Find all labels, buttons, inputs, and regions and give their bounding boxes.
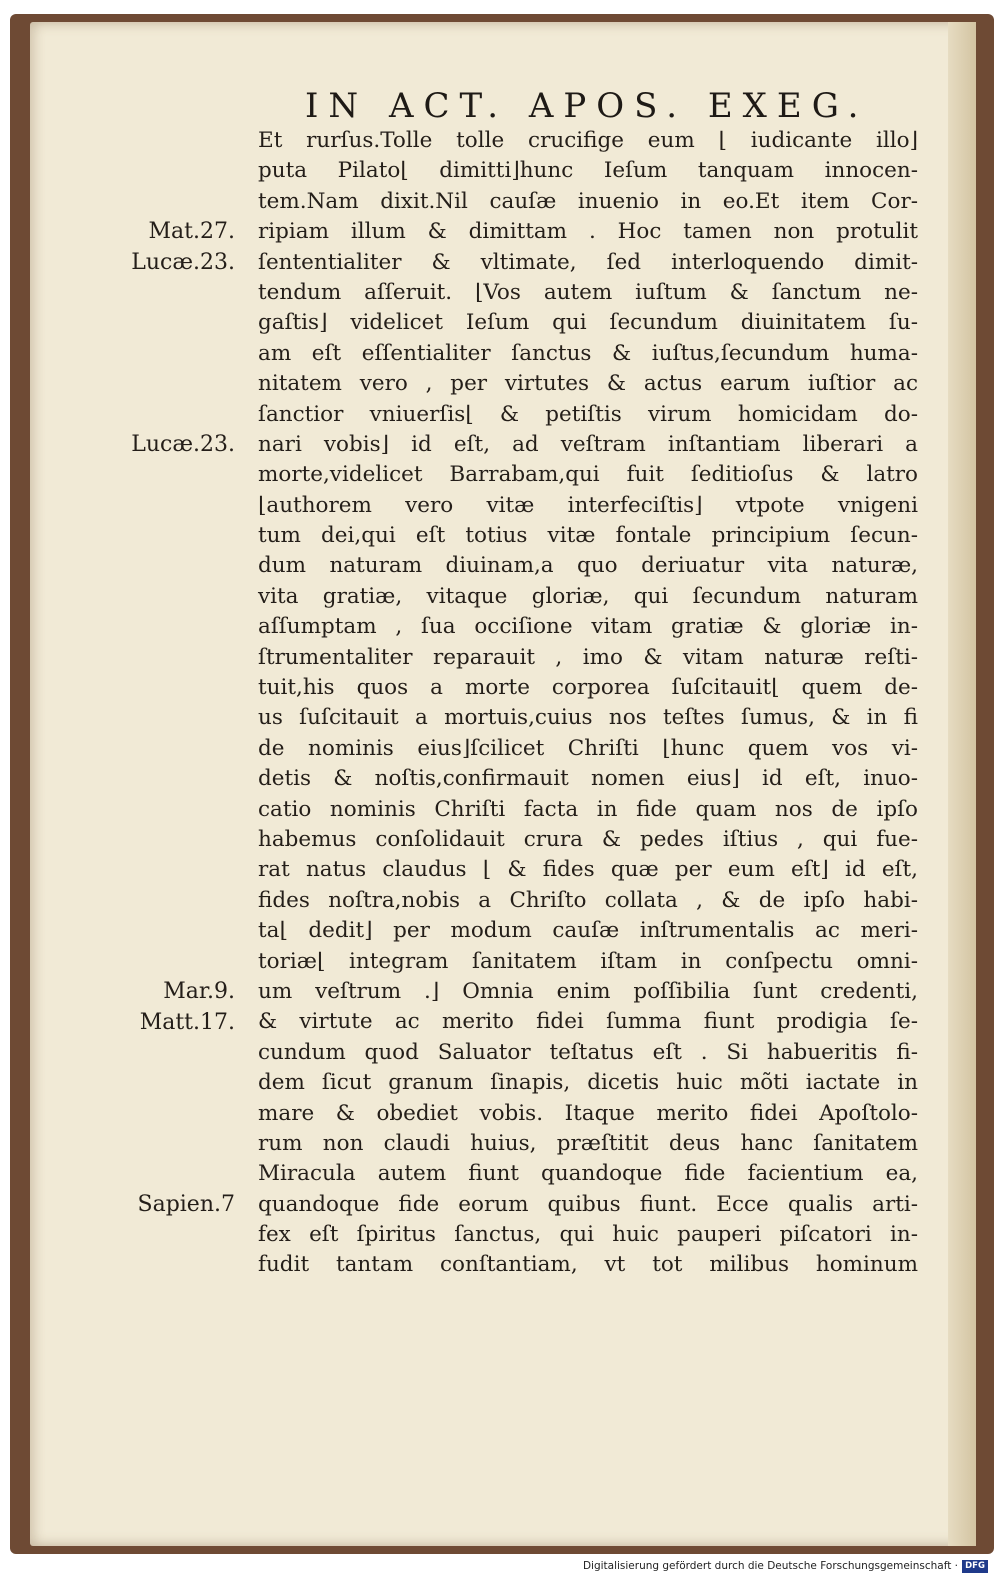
text-line: ⌊authorem vero vitæ interfeciſtis⌋ vtpote vnigeni [258,492,918,518]
running-head: IN ACT. APOS. EXEG. [305,86,869,126]
margin-note: Mat.27. [148,219,235,245]
text-line: nitatem vero , per virtutes & actus earum iuſtior ac [258,371,918,397]
text-line: Miracula autem fiunt quandoque fide facientium ea, [258,1161,918,1187]
text-line: um veſtrum .⌋ Omnia enim poſſibilia ſunt credenti, [258,978,918,1004]
text-line: catio nominis Chriſti facta in fide quam nos de ipſo [258,796,918,822]
page-gutter-shadow [948,22,976,1546]
text-line: dem ſicut granum ſinapis, dicetis huic mõti iactate in [258,1070,918,1096]
margin-note: Sapien.7 [137,1192,235,1217]
text-line: tendum aſſeruit. ⌊Vos autem iuſtum & ſanctum ne- [258,279,918,305]
text-line: fides noſtra,nobis a Chriſto collata , & de ipſo habi- [258,887,918,913]
text-line: rum non claudi huius, præſtitit deus hanc ſanitatem [258,1130,918,1156]
text-line: Et rurſus.Tolle tolle crucifige eum ⌊ iudicante illo⌋ [258,128,918,153]
text-line: toriæ⌊ integram ſanitatem iſtam in conſpectu omni- [258,948,918,974]
margin-note: Lucæ.23. [131,432,235,457]
text-line: ripiam illum & dimittam . Hoc tamen non protulit [258,219,918,245]
text-line: puta Pilato⌊ dimitti⌋hunc Ieſum tanquam innocen- [258,158,918,184]
text-line: habemus conſolidauit crura & pedes iſtius , qui fue- [258,826,918,852]
text-line: fudit tantam conſtantiam, vt tot milibus hominum [258,1252,918,1278]
text-line: ſtrumentaliter reparauit , imo & vitam naturæ reſti- [258,644,918,670]
text-line: fex eſt ſpiritus ſanctus, qui huic pauperi piſcatori in- [258,1222,918,1248]
text-line: gaſtis⌋ videlicet Ieſum qui ſecundum diuinitatem ſu- [258,310,918,336]
margin-note: Matt.17. [139,1009,235,1035]
margin-note: Lucæ.23. [131,249,235,275]
text-line: tem.Nam dixit.Nil cauſæ inuenio in eo.Et item Cor- [258,188,918,214]
text-line: aſſumptam , ſua occiſione vitam gratiæ & gloriæ in- [258,614,918,640]
text-line: nari vobis⌋ id eſt, ad veſtram inſtantiam liberari a [258,431,918,457]
text-line: ta⌊ dedit⌋ per modum cauſæ inſtrumentalis ac meri- [258,918,918,944]
text-line: ſanctior vniuerſis⌊ & petiſtis virum homicidam do- [258,401,918,427]
text-line: us ſuſcitauit a mortuis,cuius nos teſtes ſumus, & in fi [258,705,918,731]
text-line: rat natus claudus ⌊ & fides quæ per eum eſt⌋ id eſt, [258,857,918,883]
text-line: quandoque fide eorum quibus fiunt. Ecce qualis arti- [258,1191,918,1217]
text-line: detis & noſtis,confirmauit nomen eius⌋ id eſt, inuo- [258,766,918,792]
text-line: tuit,his quos a morte corporea ſuſcitauit⌊ quem de- [258,675,918,701]
text-line: mare & obediet vobis. Itaque merito fidei Apoſtolo- [258,1100,918,1126]
text-line: am eſt eſſentialiter ſanctus & iuſtus,ſecundum huma- [258,340,918,366]
text-line: dum naturam diuinam,a quo deriuatur vita naturæ, [258,553,918,579]
dfg-logo: DFG [962,1560,988,1573]
text-line: de nominis eius⌋ſcilicet Chriſti ⌊hunc quem vos vi- [258,735,918,761]
text-line: vita gratiæ, vitaque gloriæ, qui ſecundum naturam [258,583,918,609]
text-line: & virtute ac merito fidei ſumma fiunt prodigia ſe- [258,1009,918,1035]
text-line: cundum quod Saluator teſtatus eſt . Si habueritis fi- [258,1039,918,1065]
margin-note: Mar.9. [163,979,235,1005]
text-line: ſententialiter & vltimate, ſed interloquendo dimit- [258,249,918,275]
digitization-credit: Digitalisierung gefördert durch die Deutsche Forschungsgemeinschaft · [582,1560,958,1572]
text-line: tum dei,qui eſt totius vitæ fontale principium ſecun- [258,523,918,549]
text-line: morte,videlicet Barrabam,qui fuit ſeditioſus & latro [258,462,918,488]
body-text [258,126,918,1281]
